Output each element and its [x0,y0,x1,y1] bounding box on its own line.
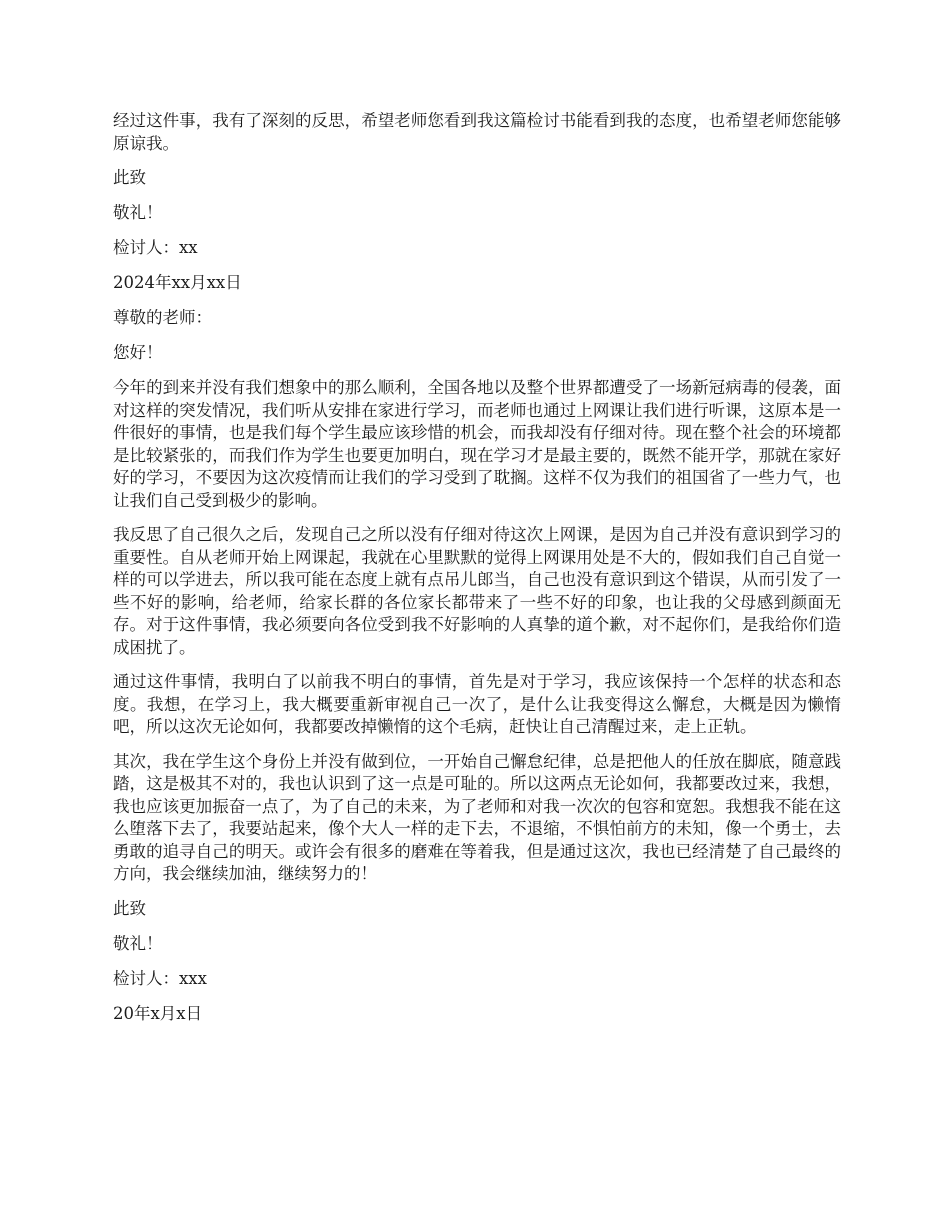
closing-line: 此致 [113,168,146,187]
salute-line: 敬礼！ [113,203,163,222]
signer-line: 检讨人：xx [113,238,198,257]
document-page [113,110,841,1038]
salutation-line: 尊敬的老师： [113,308,212,327]
salute-line-2: 敬礼！ [113,933,163,953]
date-line: 2024年xx月xx日 [113,273,242,292]
signer-line-2: 检讨人：xxx [113,968,207,988]
closing-line-2: 此致 [113,898,146,918]
paragraph-body-1: 今年的到来并没有我们想象中的那么顺利，全国各地以及整个世界都遭受了一场新冠病毒的侵袭，面对这样的突发情况，我们听从安排在家进行学习，而老师也通过上网课让我们进行听课，这原本是一件很好的事情，也是我们每个学生最应该珍惜的机会，而我却没有仔细对待。现在整个社会的环境都是比较紧张的，而我们作为学生也要更加明白，现在学习才是最主要的，既然不能开学，那就在家好好的学习，不要因为这次疫情而让我们的学习受到了耽搁。这样不仅为我们的祖国省了一些力气，也让我们自己受到极少的影响。 [113,378,841,510]
paragraph-body-2: 我反思了自己很久之后，发现自己之所以没有仔细对待这次上网课，是因为自己并没有意识到学习的重要性。自从老师开始上网课起，我就在心里默默的觉得上网课用处是不大的，假如我们自己自觉一样的可以学进去，所以我可能在态度上就有点吊儿郎当，自己也没有意识到这个错误，从而引发了一些不好的影响，给老师，给家长群的各位家长都带来了一些不好的印象，也让我的父母感到颜面无存。对于这件事情，我必须要向各位受到我不好影响的人真挚的道个歉，对不起你们，是我给你们造成困扰了。 [113,525,841,657]
date-line-2: 20年x月x日 [113,1003,203,1023]
greeting-line: 您好！ [113,343,163,362]
paragraph-reflection: 经过这件事，我有了深刻的反思，希望老师您看到我这篇检讨书能看到我的态度，也希望老师您能够原谅我。 [113,111,841,153]
paragraph-body-3: 通过这件事情，我明白了以前我不明白的事情，首先是对于学习，我应该保持一个怎样的状态和态度。我想，在学习上，我大概要重新审视自己一次了，是什么让我变得这么懈怠，大概是因为懒惰吧，所以这次无论如何，我都要改掉懒惰的这个毛病，赶快让自己清醒过来，走上正轨。 [113,672,841,736]
paragraph-body-4: 其次，我在学生这个身份上并没有做到位，一开始自己懈怠纪律，总是把他人的任放在脚底，随意践踏，这是极其不对的，我也认识到了这一点是可耻的。所以这两点无论如何，我都要改过来，我想，我也应该更加振奋一点了，为了自己的未来，为了老师和对我一次次的包容和宽恕。我想我不能在这么堕落下去了，我要站起来，像个大人一样的走下去，不退缩，不惧怕前方的未知，像一个勇士，去勇敢的追寻自己的明天。或许会有很多的磨难在等着我，但是通过这次，我也已经清楚了自己最终的方向，我会继续加油，继续努力的！ [113,751,841,883]
